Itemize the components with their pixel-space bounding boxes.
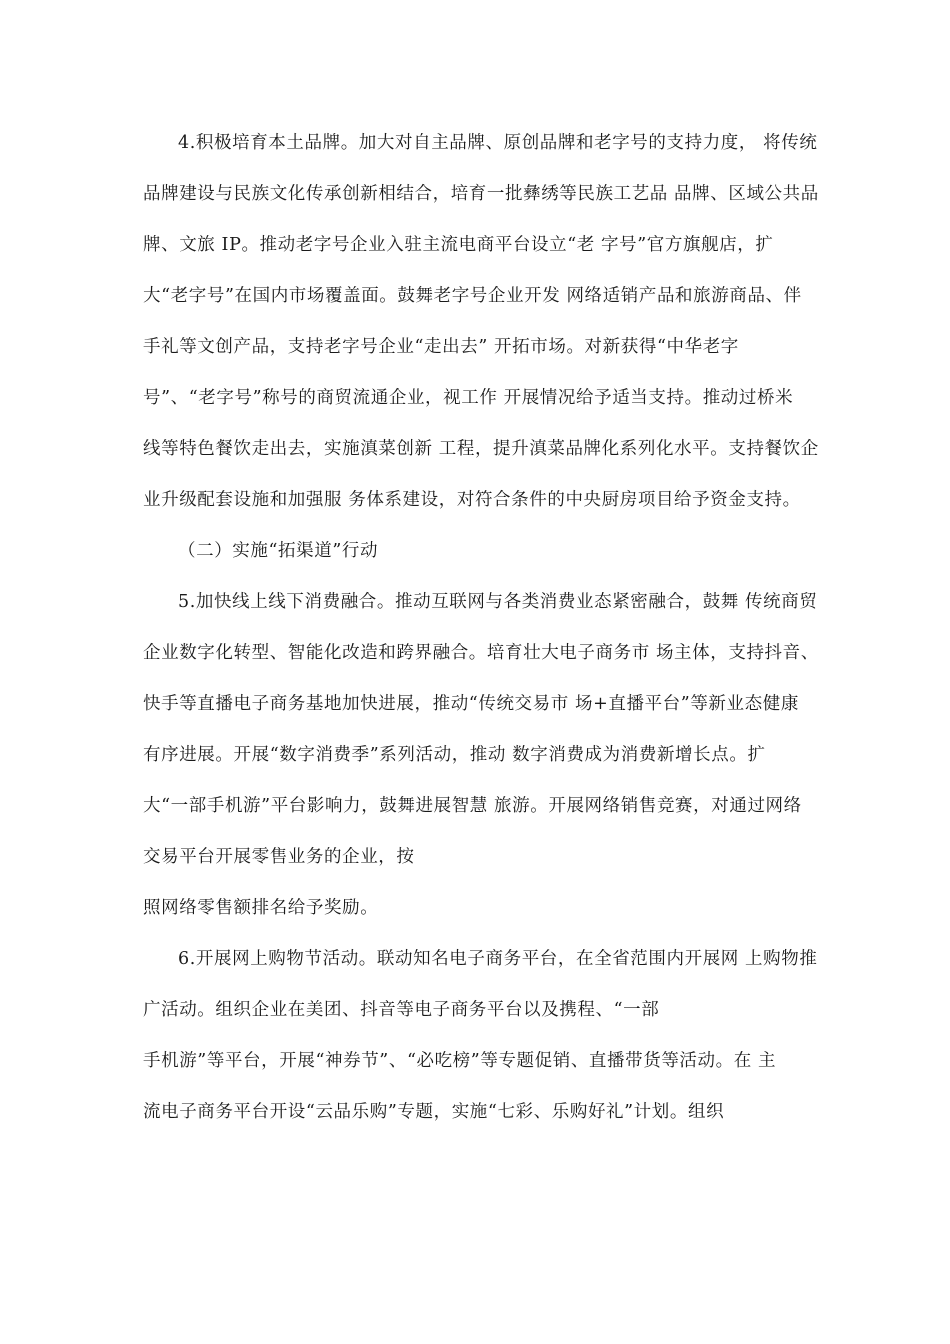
paragraph-4-line-1: 4.积极培育本土品牌。加大对自主品牌、原创品牌和老字号的支持力度， 将传统 [178, 133, 818, 153]
paragraph-6-line-4: 流电子商务平台开设“云品乐购”专题，实施“七彩、乐购好礼”计划。组织 [143, 1102, 725, 1122]
paragraph-5-line-5: 大“一部手机游”平台影响力，鼓舞进展智慧 旅游。开展网络销售竞赛，对通过网络 [143, 796, 802, 816]
paragraph-4-line-4: 大“老字号”在国内市场覆盖面。鼓舞老字号企业开发 网络适销产品和旅游商品、伴 [143, 286, 802, 306]
paragraph-5-line-7: 照网络零售额排名给予奖励。 [143, 898, 379, 918]
paragraph-4-line-5: 手礼等文创产品，支持老字号企业“走出去” 开拓市场。对新获得“中华老字 [143, 337, 739, 357]
paragraph-4-line-7: 线等特色餐饮走出去，实施滇菜创新 工程，提升滇菜品牌化系列化水平。支持餐饮企 [143, 439, 819, 459]
paragraph-4-line-3: 牌、文旅 IP。推动老字号企业入驻主流电商平台设立“老 字号”官方旗舰店，扩 [143, 235, 774, 255]
paragraph-5-line-2: 企业数字化转型、智能化改造和跨界融合。培育壮大电子商务市 场主体，支持抖音、 [143, 643, 819, 663]
paragraph-4-line-6: 号”、“老字号”称号的商贸流通企业，视工作 开展情况给予适当支持。推动过桥米 [143, 388, 794, 408]
paragraph-6-line-1: 6.开展网上购物节活动。联动知名电子商务平台，在全省范围内开展网 上购物推 [178, 949, 818, 969]
paragraph-5-line-1: 5.加快线上线下消费融合。推动互联网与各类消费业态紧密融合，鼓舞 传统商贸 [178, 592, 818, 612]
paragraph-5-line-3: 快手等直播电子商务基地加快进展，推动“传统交易市 场+直播平台”等新业态健康 [143, 694, 799, 714]
section-heading: （二）实施“拓渠道”行动 [178, 541, 379, 561]
paragraph-4-line-2: 品牌建设与民族文化传承创新相结合，培育一批彝绣等民族工艺品 品牌、区域公共品 [143, 184, 819, 204]
paragraph-4-line-8: 业升级配套设施和加强服 务体系建设，对符合条件的中央厨房项目给予资金支持。 [143, 490, 801, 510]
paragraph-6-line-2: 广活动。组织企业在美团、抖音等电子商务平台以及携程、“一部 [143, 1000, 660, 1020]
paragraph-5-line-4: 有序进展。开展“数字消费季”系列活动，推动 数字消费成为消费新增长点。扩 [143, 745, 766, 765]
paragraph-6-line-3: 手机游”等平台，开展“神券节”、“必吃榜”等专题促销、直播带货等活动。在 主 [143, 1051, 777, 1071]
paragraph-5-line-6: 交易平台开展零售业务的企业，按 [143, 847, 415, 867]
